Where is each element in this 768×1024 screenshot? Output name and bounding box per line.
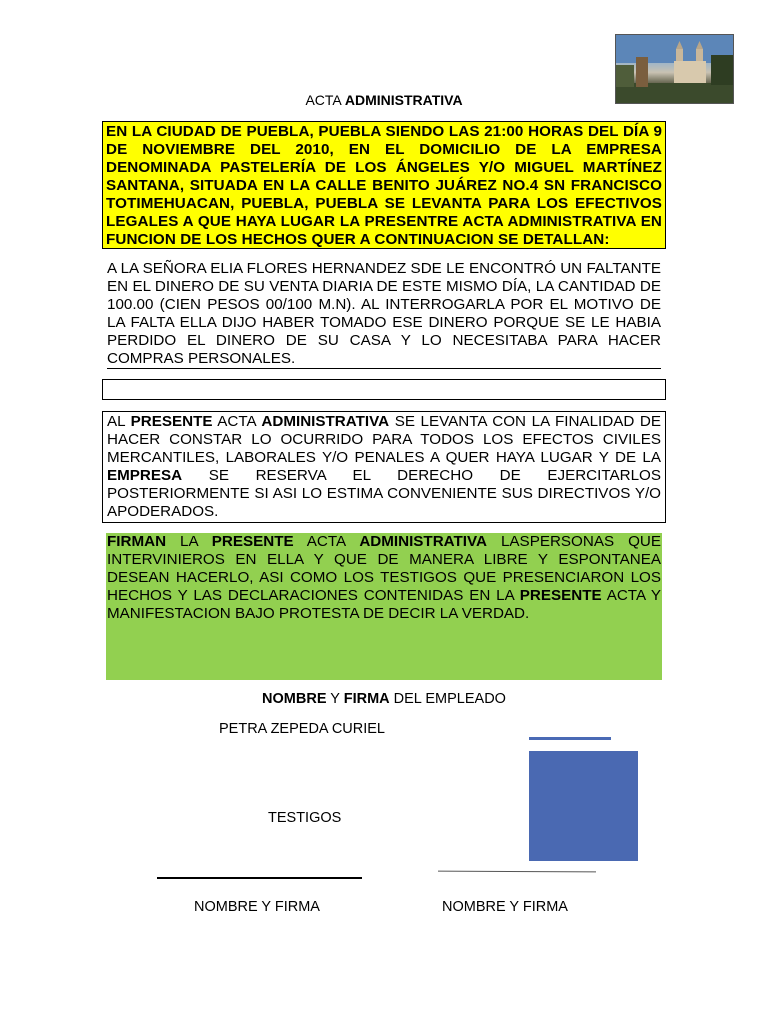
purpose-paragraph: AL PRESENTE ACTA ADMINISTRATIVA SE LEVANTA CON LA FINALIDAD DE HACER CONSTAR LO OCURRIDO PARA TODOS LOS EFECTOS CIVILES MERCANTILES, LABORALES Y/O PENALES A QUER HAYA LUGAR Y DE LA EMPRESA SE RESERVA EL DERECHO DE EJERCITARLOS POSTERIORMENTE SI ASI LO ESTIMA CONVENIENTE SUS DIRECTIVOS Y/O APODERADOS. [102, 411, 666, 523]
employee-name: PETRA ZEPEDA CURIEL [219, 721, 385, 737]
blue-rectangle-shape [529, 751, 638, 861]
intro-paragraph: EN LA CIUDAD DE PUEBLA, PUEBLA SIENDO LAS 21:00 HORAS DEL DÍA 9 DE NOVIEMBRE DEL 2010, EN EL DOMICILIO DE LA EMPRESA DENOMINADA PASTELERÍA DE LOS ÁNGELES Y/O MIGUEL MARTÍNEZ SANTANA, SITUADA EN LA CALLE BENITO JUÁREZ NO.4 SN FRANCISCO TOTIMEHUACAN, PUEBLA, PUEBLA SE LEVANTA PARA LOS EFECTIVOS LEGALES A QUE HAYA LUGAR LA PRESENTRE ACTA ADMINISTRATIVA EN FUNCION DE LOS HECHOS QUER A CONTINUACION SE DETALLAN: [102, 121, 666, 249]
witnesses-label: TESTIGOS [268, 810, 342, 826]
facts-paragraph: A LA SEÑORA ELIA FLORES HERNANDEZ SDE LE ENCONTRÓ UN FALTANTE EN EL DINERO DE SU VENTA DIARIA DE ESTE MISMO DÍA, LA CANTIDAD DE 100.00 (CIEN PESOS 00/100 M.N). AL INTERROGARLA POR EL MOTIVO DE LA FALTA ELLA DIJO HABER TOMADO ESE DINERO PORQUE SE LE HABIA PERDIDO EL DINERO DE SU CASA Y LO NECESITABA PARA HACER COMPRAS PERSONALES. [107, 260, 661, 367]
witness2-name-label: NOMBRE Y FIRMA [442, 899, 568, 915]
empty-box [102, 379, 666, 400]
witness2-signature-line [438, 871, 596, 873]
blue-line-shape [529, 737, 611, 740]
witness1-name-label: NOMBRE Y FIRMA [194, 899, 320, 915]
signing-paragraph: FIRMAN LA PRESENTE ACTA ADMINISTRATIVA LASPERSONAS QUE INTERVINIEROS EN ELLA Y QUE DE MANERA LIBRE Y ESPONTANEA DESEAN HACERLO, ASI COMO LOS TESTIGOS QUE PRESENCIARON LOS HECHOS Y LAS DECLARACIONES CONTENIDAS EN LA PRESENTE ACTA Y MANIFESTACION BAJO PROTESTA DE DECIR LA VERDAD. [106, 533, 662, 680]
document-title: ACTA ADMINISTRATIVA [305, 92, 463, 108]
witness1-signature-line [157, 877, 362, 879]
employee-signature-label: NOMBRE Y FIRMA DEL EMPLEADO [262, 691, 506, 707]
